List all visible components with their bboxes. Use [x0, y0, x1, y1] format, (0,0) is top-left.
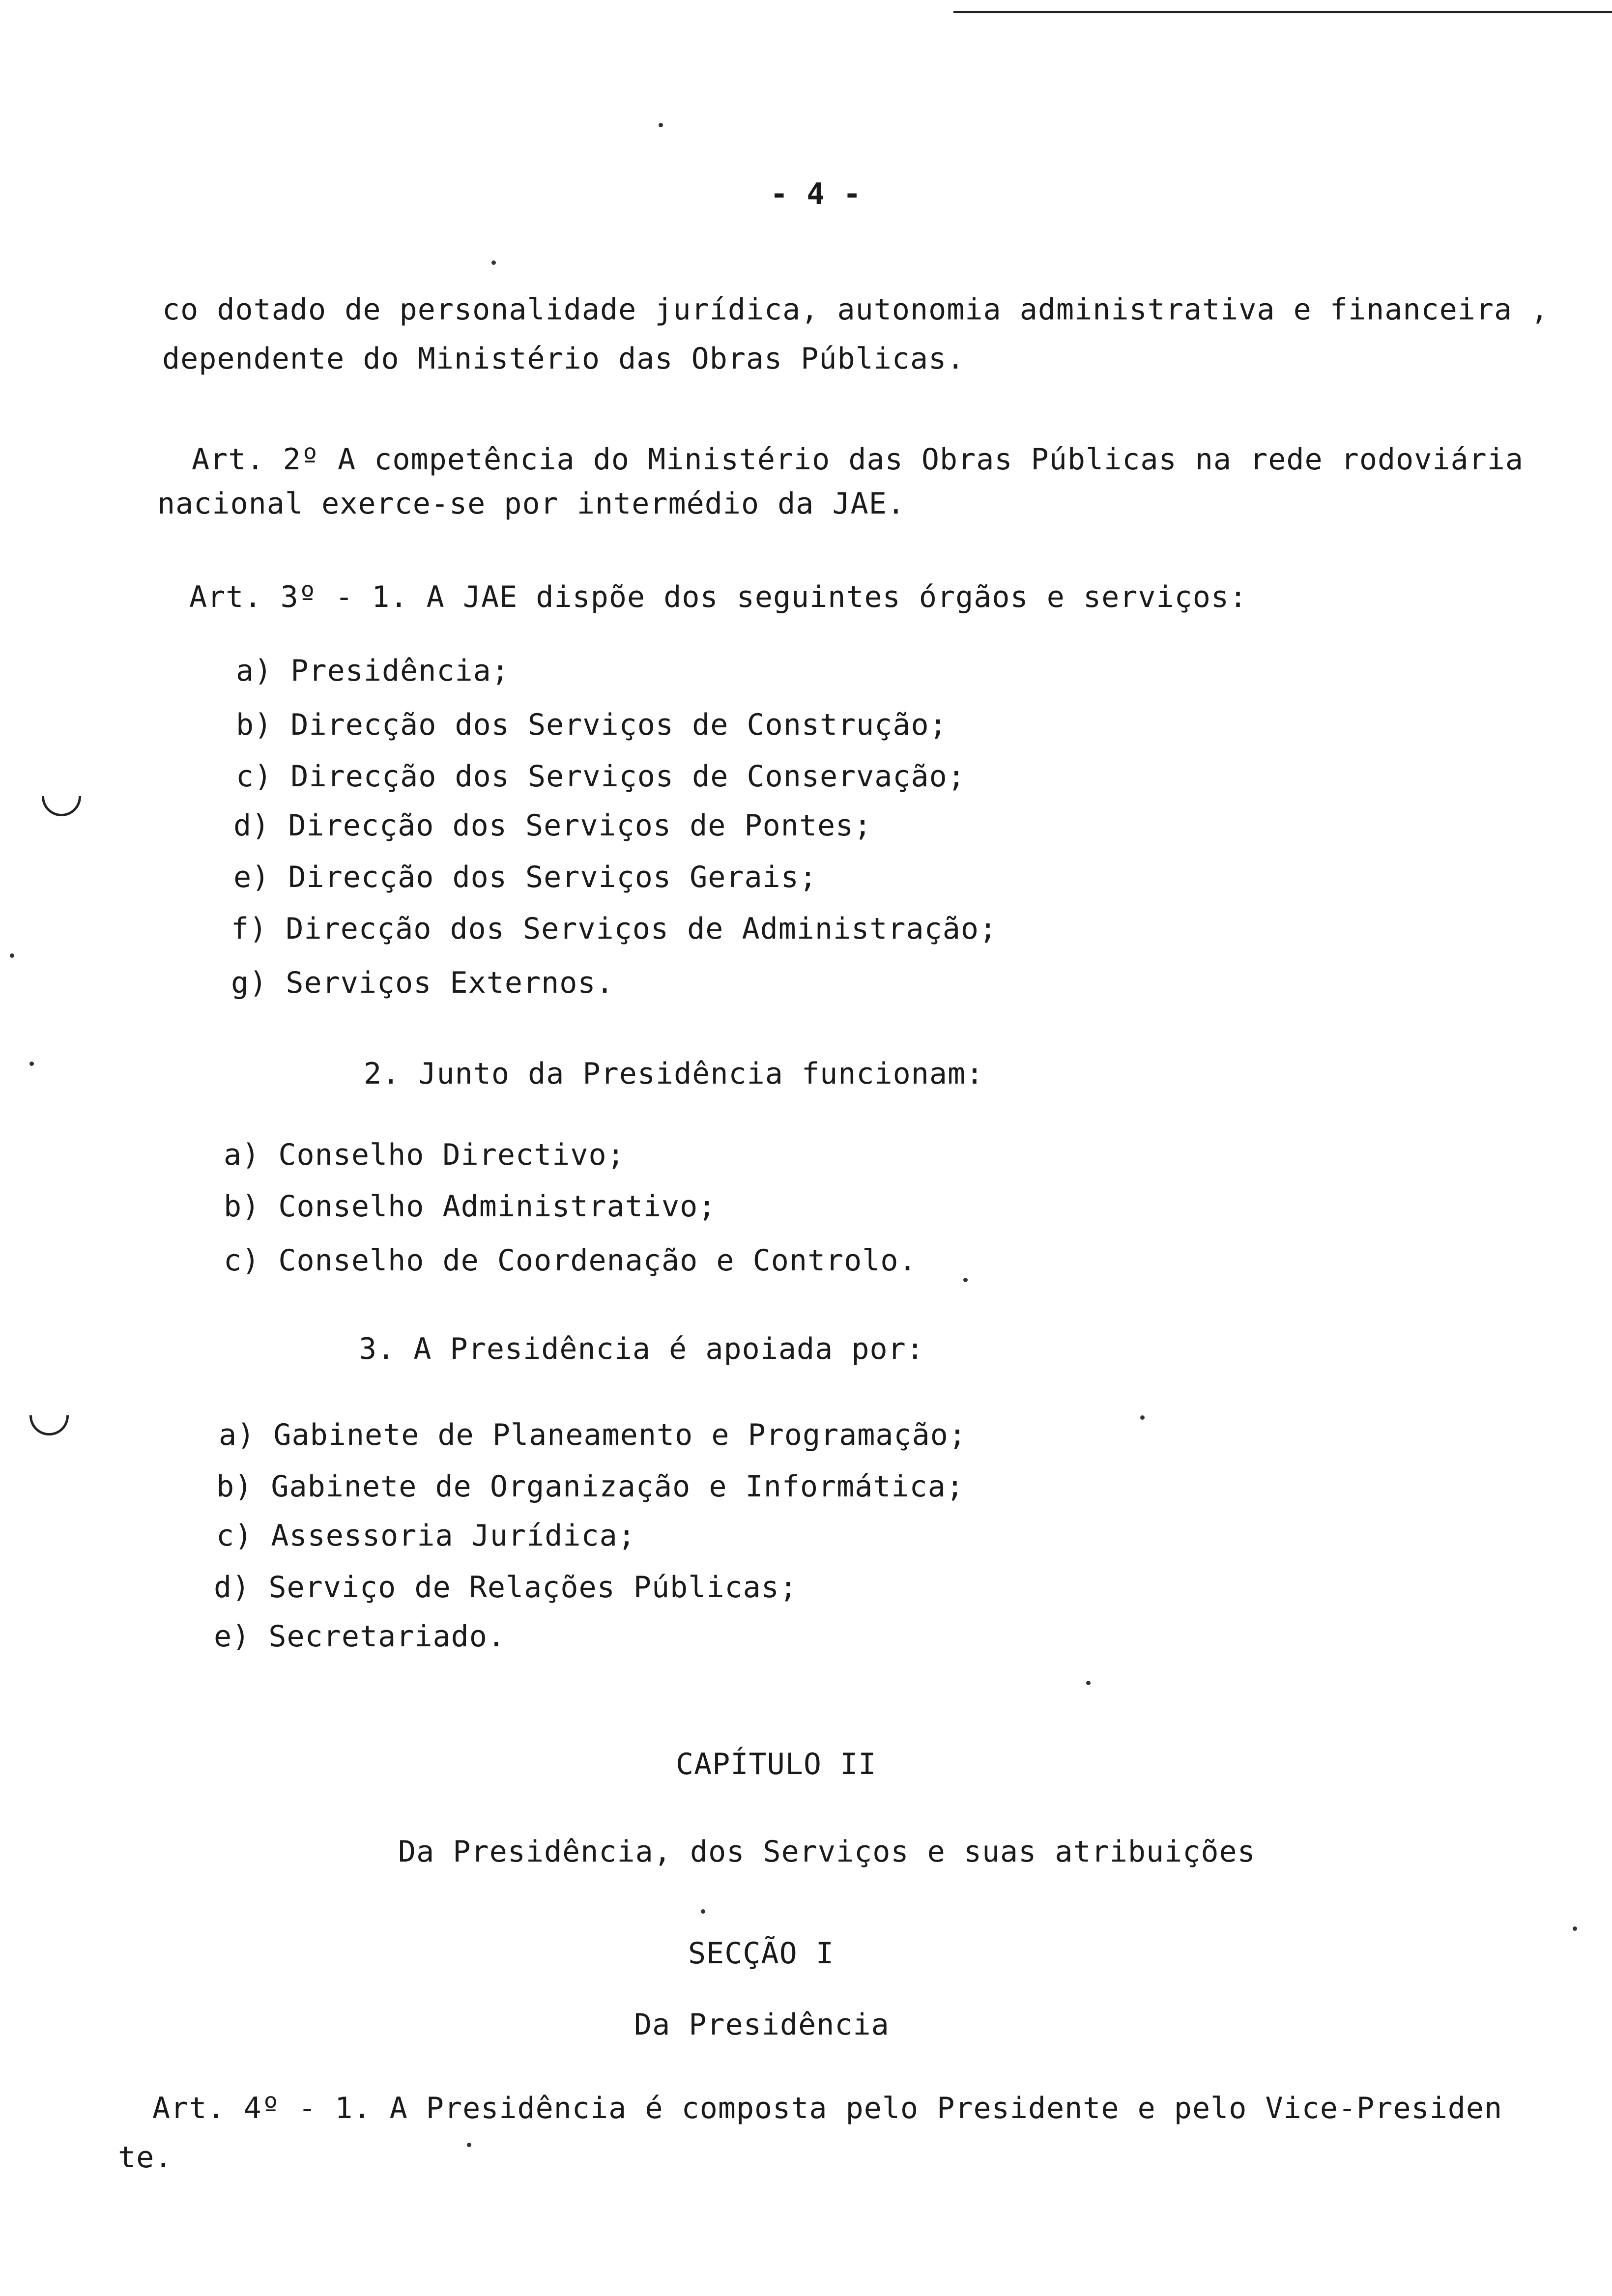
art4-line-1: Art. 4º - 1. A Presidência é composta pelo Presidente e pelo Vice-Presiden — [152, 2091, 1503, 2125]
margin-mark — [29, 1415, 69, 1435]
art2-line-2: nacional exerce-se por intermédio da JAE. — [157, 487, 906, 521]
margin-mark — [42, 796, 81, 816]
scan-speck — [1140, 1415, 1145, 1420]
art4-line-2: te. — [118, 2140, 173, 2175]
art3-heading: Art. 3º - 1. A JAE dispõe dos seguintes órgãos e serviços: — [189, 580, 1248, 614]
scan-speck — [491, 260, 496, 265]
section-subtitle: Da Presidência — [634, 2008, 890, 2042]
scan-speck — [659, 123, 663, 127]
art3-para3-heading: 3. A Presidência é apoiada por: — [359, 1332, 924, 1366]
art3-para3-item: c) Assessoria Jurídica; — [216, 1519, 636, 1553]
art3-para2-heading: 2. Junto da Presidência funcionam: — [364, 1057, 984, 1091]
art3-item: g) Serviços Externos. — [231, 966, 614, 1000]
art3-para2-item: b) Conselho Administrativo; — [224, 1189, 717, 1224]
art3-item: e) Direcção dos Serviços Gerais; — [233, 860, 817, 894]
scan-speck — [963, 1278, 968, 1282]
art3-para3-item: d) Serviço de Relações Públicas; — [214, 1570, 798, 1605]
art3-item: d) Direcção dos Serviços de Pontes; — [233, 808, 872, 843]
page-number: - 4 - — [770, 177, 862, 211]
art3-para3-item: b) Gabinete de Organização e Informática; — [216, 1469, 965, 1504]
art3-para2-item: a) Conselho Directivo; — [224, 1138, 625, 1172]
art2-line-1: Art. 2º A competência do Ministério das Obras Públicas na rede rodoviária — [192, 442, 1524, 477]
art3-item: c) Direcção dos Serviços de Conservação; — [236, 759, 966, 794]
art3-item: a) Presidência; — [236, 654, 510, 688]
scan-speck — [1573, 1926, 1577, 1931]
art3-para3-item: a) Gabinete de Planeamento e Programação; — [219, 1418, 967, 1452]
scan-speck — [29, 1062, 34, 1066]
scan-speck — [701, 1909, 705, 1914]
art3-para2-item: c) Conselho de Coordenação e Controlo. — [224, 1243, 917, 1278]
intro-line-1: co dotado de personalidade jurídica, autonomia administrativa e financeira , — [162, 292, 1549, 327]
chapter-subtitle: Da Presidência, dos Serviços e suas atribuições — [398, 1835, 1256, 1869]
art3-para3-item: e) Secretariado. — [214, 1619, 506, 1654]
intro-line-2: dependente do Ministério das Obras Públicas. — [162, 342, 965, 376]
scan-speck — [1086, 1681, 1091, 1685]
chapter-title: CAPÍTULO II — [676, 1747, 877, 1781]
scan-speck — [467, 2143, 471, 2147]
top-rule-line — [953, 11, 1612, 13]
art3-item: b) Direcção dos Serviços de Construção; — [236, 708, 948, 742]
art3-item: f) Direcção dos Serviços de Administração; — [231, 912, 998, 946]
scan-speck — [10, 953, 14, 958]
section-title: SECÇÃO I — [688, 1936, 834, 1971]
